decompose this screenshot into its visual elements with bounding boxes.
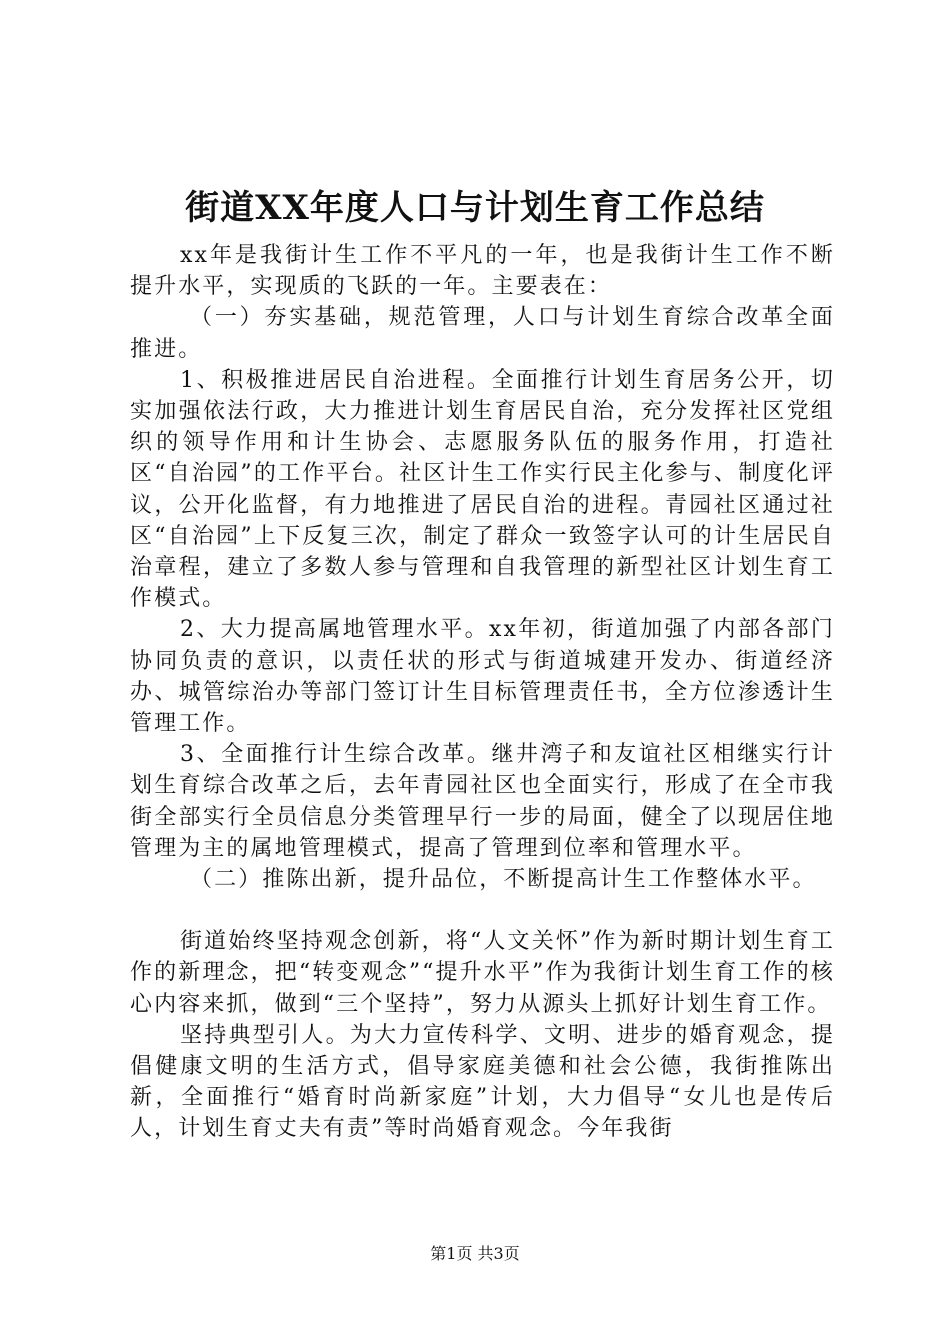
document-body [130, 240, 835, 1145]
page-number-footer: 第1页 共3页 [430, 1244, 520, 1263]
paragraph-item-2: 2、大力提高属地管理水平。xx年初，街道加强了内部各部门协同负责的意识，以责任状的形式与街道城建开发办、街道经济办、城管综治办等部门签订计生目标管理责任书，全方位渗透计生管理工作。 [130, 617, 835, 737]
paragraph-intro: xx年是我街计生工作不平凡的一年，也是我街计生工作不断提升水平，实现质的飞跃的一年。主要表在： [130, 243, 835, 300]
section-heading-1: （一）夯实基础，规范管理，人口与计划生育综合改革全面推进。 [130, 305, 835, 362]
blank-line [130, 895, 835, 926]
document-title: 街道XX年度人口与计划生育工作总结 [185, 188, 765, 228]
paragraph-item-1: 1、积极推进居民自治进程。全面推行计划生育居务公开，切实加强依法行政，大力推进计划生育居民自治，充分发挥社区党组织的领导作用和计生协会、志愿服务队伍的服务作用，打造社区“自治园”的工作平台。社区计生工作实行民主化参与、制度化评议，公开化监督，有力地推进了居民自治的进程。青园社区通过社区“自治园”上下反复三次，制定了群众一致签字认可的计生居民自治章程，建立了多数人参与管理和自我管理的新型社区计划生育工作模式。 [130, 367, 835, 612]
paragraph-typical: 坚持典型引人。为大力宣传科学、文明、进步的婚育观念，提倡健康文明的生活方式，倡导家庭美德和社会公德，我街推陈出新，全面推行“婚育时尚新家庭”计划，大力倡导“女儿也是传后人，计划生育丈夫有责”等时尚婚育观念。今年我街 [130, 1022, 835, 1142]
section-heading-2: （二）推陈出新，提升品位，不断提高计生工作整体水平。 [190, 867, 817, 893]
paragraph-item-3: 3、全面推行计生综合改革。继井湾子和友谊社区相继实行计划生育综合改革之后，去年青园社区也全面实行，形成了在全市我街全部实行全员信息分类管理早行一步的局面，健全了以现居住地管理为主的属地管理模式，提高了管理到位率和管理水平。 [130, 742, 835, 861]
paragraph-concept: 街道始终坚持观念创新，将“人文关怀”作为新时期计划生育工作的新理念，把“转变观念”“提升水平”作为我街计划生育工作的核心内容来抓，做到“三个坚持”，努力从源头上抓好计划生育工作。 [130, 929, 835, 1017]
